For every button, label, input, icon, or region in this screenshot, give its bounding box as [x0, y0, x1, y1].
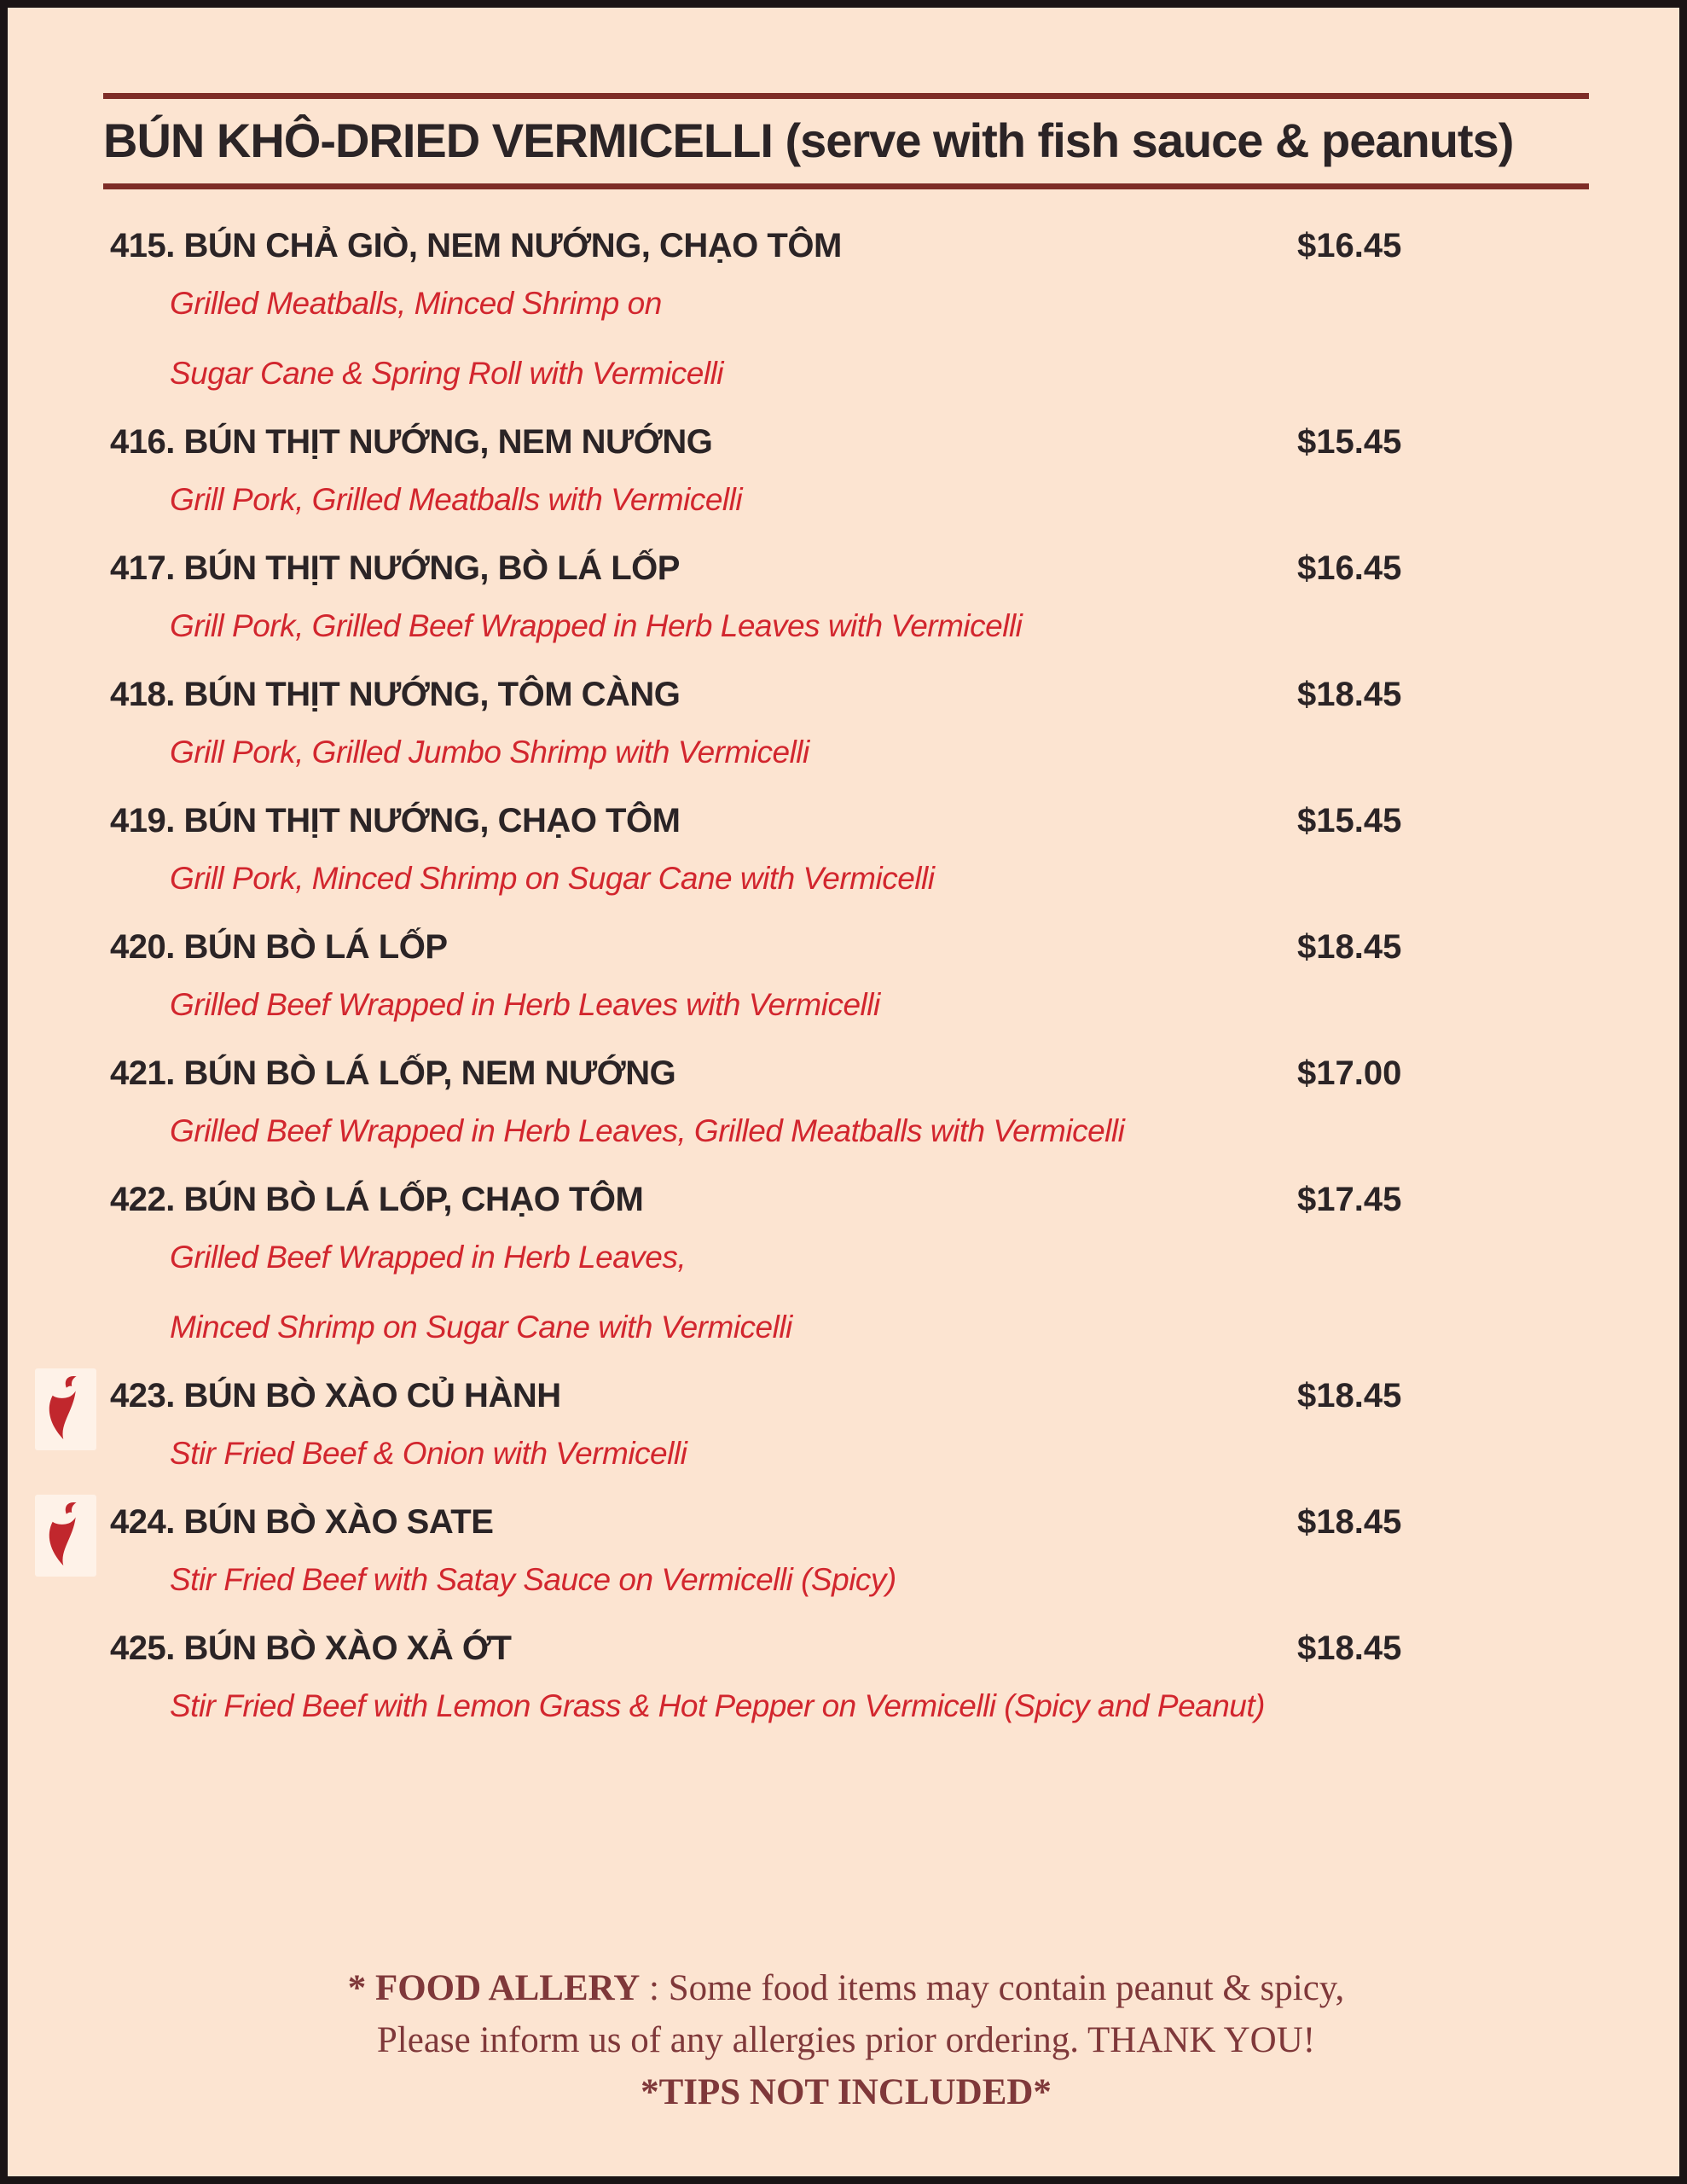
menu-list — [103, 227, 1589, 1756]
item-title — [110, 1054, 1297, 1093]
item-name: BÚN BÒ LÁ LỐP, NEM NƯỚNG — [183, 1054, 676, 1092]
item-title — [110, 423, 1297, 462]
item-description: Grilled Beef Wrapped in Herb Leaves, Grilled Meatballs with Vermicelli — [170, 1113, 1125, 1148]
item-name: BÚN BÒ LÁ LỐP, CHẠO TÔM — [183, 1181, 644, 1218]
tips-note: *TIPS NOT INCLUDED* — [641, 2071, 1052, 2112]
footer-note — [103, 1962, 1589, 2118]
item-number: 415. — [110, 227, 175, 264]
menu-item-row — [110, 1629, 1589, 1668]
item-price: $15.45 — [1297, 802, 1402, 839]
menu-item — [110, 1181, 1589, 1345]
item-description: Grill Pork, Minced Shrimp on Sugar Cane with Vermicelli — [170, 861, 935, 896]
item-price: $17.45 — [1297, 1181, 1402, 1218]
menu-item — [110, 549, 1589, 644]
item-number: 423. — [110, 1377, 175, 1414]
item-description: Stir Fried Beef with Satay Sauce on Vermicelli (Spicy) — [170, 1562, 896, 1597]
item-description: Stir Fried Beef with Lemon Grass & Hot Pepper on Vermicelli (Spicy and Peanut) — [170, 1688, 1265, 1723]
item-name: BÚN BÒ XÀO SATE — [183, 1503, 494, 1541]
item-descriptions — [110, 1688, 1589, 1724]
item-descriptions — [110, 482, 1589, 518]
item-description: Grilled Beef Wrapped in Herb Leaves, — [170, 1240, 687, 1275]
menu-item — [110, 802, 1589, 897]
menu-item — [110, 1629, 1589, 1724]
item-title — [110, 1181, 1297, 1219]
menu-item-row — [110, 1054, 1589, 1093]
header-rule-top — [103, 93, 1589, 99]
item-description: Sugar Cane & Spring Roll with Vermicelli — [170, 356, 724, 391]
item-name: BÚN THỊT NƯỚNG, NEM NƯỚNG — [183, 423, 713, 461]
item-description: Grilled Beef Wrapped in Herb Leaves with Vermicelli — [170, 987, 880, 1022]
item-price: $16.45 — [1297, 227, 1402, 264]
item-number: 418. — [110, 676, 175, 713]
item-number: 419. — [110, 802, 175, 839]
menu-item-row — [110, 1503, 1589, 1542]
item-descriptions — [110, 1562, 1589, 1598]
item-title — [110, 1503, 1297, 1542]
item-description: Grill Pork, Grilled Meatballs with Vermicelli — [170, 482, 743, 517]
item-descriptions — [110, 286, 1589, 392]
chili-pepper-icon — [35, 1495, 96, 1577]
item-name: BÚN BÒ XÀO CỦ HÀNH — [183, 1377, 561, 1414]
item-number: 420. — [110, 928, 175, 966]
menu-item-row — [110, 1377, 1589, 1415]
menu-item — [110, 1503, 1589, 1598]
item-descriptions — [110, 987, 1589, 1023]
item-descriptions — [110, 1113, 1589, 1149]
menu-item — [110, 423, 1589, 518]
menu-item-row — [110, 423, 1589, 462]
item-description: Stir Fried Beef & Onion with Vermicelli — [170, 1436, 687, 1471]
menu-item — [110, 227, 1589, 392]
item-price: $18.45 — [1297, 1377, 1402, 1414]
item-description: Minced Shrimp on Sugar Cane with Vermicelli — [170, 1310, 792, 1345]
item-price: $18.45 — [1297, 928, 1402, 966]
menu-item-row — [110, 928, 1589, 967]
item-price: $18.45 — [1297, 1629, 1402, 1667]
item-number: 424. — [110, 1503, 175, 1541]
item-descriptions — [110, 735, 1589, 770]
menu-item — [110, 928, 1589, 1023]
item-descriptions — [110, 861, 1589, 897]
item-price: $18.45 — [1297, 676, 1402, 713]
menu-item-row — [110, 676, 1589, 714]
menu-item-row — [110, 1181, 1589, 1219]
item-title — [110, 928, 1297, 967]
item-descriptions — [110, 1240, 1589, 1345]
section-header — [103, 93, 1589, 189]
allergy-note — [103, 1962, 1589, 2014]
item-description: Grill Pork, Grilled Jumbo Shrimp with Vermicelli — [170, 735, 809, 770]
item-price: $18.45 — [1297, 1503, 1402, 1541]
item-descriptions — [110, 608, 1589, 644]
item-price: $15.45 — [1297, 423, 1402, 461]
item-name: BÚN THỊT NƯỚNG, CHẠO TÔM — [183, 802, 681, 839]
chili-pepper-icon — [35, 1368, 96, 1450]
allergy-note-title: * FOOD ALLERY — [347, 1967, 641, 2008]
item-number: 421. — [110, 1054, 175, 1092]
menu-item — [110, 676, 1589, 770]
menu-item — [110, 1054, 1589, 1149]
menu-item-row — [110, 227, 1589, 265]
item-number: 417. — [110, 549, 175, 587]
header-rule-bottom — [103, 183, 1589, 189]
menu-item-row — [110, 549, 1589, 588]
item-title — [110, 1629, 1297, 1668]
item-number: 422. — [110, 1181, 175, 1218]
allergy-note-line2: Please inform us of any allergies prior ordering. THANK YOU! — [376, 2019, 1316, 2060]
item-description: Grill Pork, Grilled Beef Wrapped in Herb Leaves with Vermicelli — [170, 608, 1023, 643]
item-description: Grilled Meatballs, Minced Shrimp on — [170, 286, 662, 321]
allergy-note-text: : Some food items may contain peanut & spicy, — [640, 1967, 1345, 2008]
item-name: BÚN BÒ XÀO XẢ ỚT — [183, 1629, 512, 1667]
item-descriptions — [110, 1436, 1589, 1472]
menu-item-row — [110, 802, 1589, 840]
item-title — [110, 802, 1297, 840]
item-name: BÚN THỊT NƯỚNG, BÒ LÁ LỐP — [183, 549, 680, 587]
item-title — [110, 676, 1297, 714]
menu-item — [110, 1377, 1589, 1472]
section-title: BÚN KHÔ-DRIED VERMICELLI (serve with fish sauce & peanuts) — [103, 113, 1514, 167]
item-title — [110, 227, 1297, 265]
item-price: $16.45 — [1297, 549, 1402, 587]
item-number: 425. — [110, 1629, 175, 1667]
item-title — [110, 549, 1297, 588]
item-name: BÚN BÒ LÁ LỐP — [183, 928, 448, 966]
item-number: 416. — [110, 423, 175, 461]
item-price: $17.00 — [1297, 1054, 1402, 1092]
item-title — [110, 1377, 1297, 1415]
item-name: BÚN CHẢ GIÒ, NEM NƯỚNG, CHẠO TÔM — [183, 227, 842, 264]
item-name: BÚN THỊT NƯỚNG, TÔM CÀNG — [183, 676, 681, 713]
